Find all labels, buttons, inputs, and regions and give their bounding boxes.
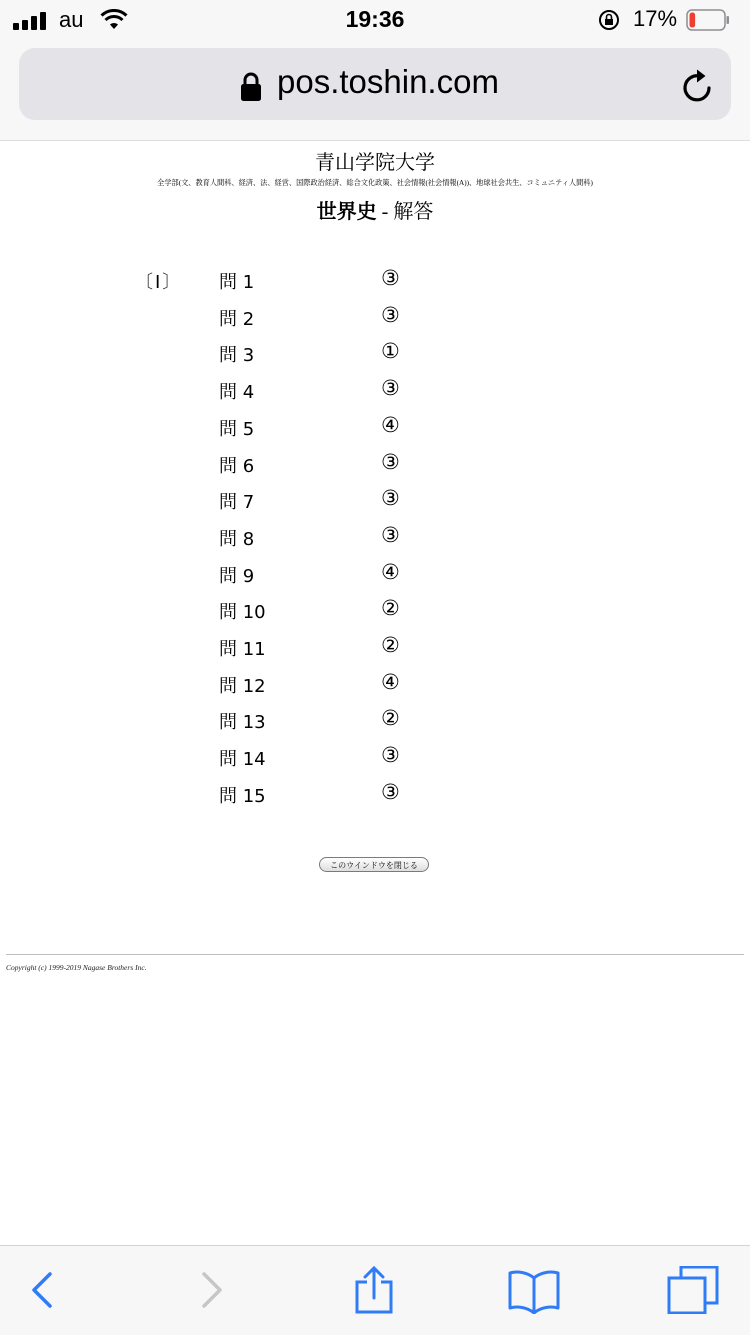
question-number: 問 12 [219,675,266,697]
answer-choice: ② [381,633,400,657]
question-number: 問 6 [219,455,255,477]
bookmarks-icon[interactable] [507,1266,561,1314]
question-number: 問 4 [219,382,255,404]
close-window-button[interactable]: このウインドウを閉じる [319,857,429,872]
answer-row [0,708,750,744]
answer-row [0,598,750,634]
question-number: 問 11 [219,639,266,660]
question-number: 問 15 [219,785,266,807]
answer-row [0,412,750,451]
question-number: 問 7 [219,492,255,514]
battery-icon [686,9,730,31]
status-bar [0,0,750,42]
share-icon[interactable] [353,1266,395,1314]
subject-name: 世界史 [316,201,377,223]
reload-icon[interactable] [681,68,715,104]
answer-choice: ③ [381,266,400,290]
faculty-list: 全学部(文、教育人間科、経済、法、経営、国際政治経済、総合文化政策、社会情報(社会情報(A))、地球社会共生、コミュニティ人間科) [157,179,593,187]
answer-row [0,488,750,524]
tabs-icon[interactable] [666,1266,720,1314]
question-number: 問 3 [219,345,255,367]
answer-row [0,302,750,341]
answer-choice: ③ [381,302,400,327]
answer-choice: ④ [381,559,400,584]
question-number: 問 5 [219,418,255,440]
answer-choice: ② [381,596,400,621]
answer-choice: ③ [381,779,400,804]
subject-heading [0,195,750,224]
answer-row [0,635,750,671]
answer-row [0,559,750,598]
back-icon[interactable] [28,1266,58,1314]
answer-row [0,378,750,414]
answer-row [0,669,750,708]
forward-icon[interactable] [196,1266,226,1314]
answer-choice: ③ [381,376,400,401]
question-number: 問 9 [219,565,255,587]
url-text[interactable]: pos.toshin.com [277,63,499,100]
browser-chrome [0,42,750,141]
answer-choice: ④ [381,669,400,694]
lock-icon [240,72,262,102]
answer-choice: ① [381,339,400,364]
address-bar[interactable] [19,48,731,120]
answer-choice: ③ [381,486,400,511]
answer-row [0,268,750,304]
answer-choice: ② [381,706,400,731]
battery-percent: 17% [633,6,678,31]
carrier-label: au [59,7,84,32]
divider [6,954,744,955]
clock: 19:36 [345,6,405,32]
question-number: 問 1 [219,272,255,293]
university-name: 青山学院大学 [315,152,435,174]
question-number: 問 10 [219,602,266,624]
subject-suffix: - 解答 [376,201,434,223]
question-number: 問 2 [219,308,255,330]
answer-row [0,779,750,818]
question-number: 問 14 [219,749,266,771]
answer-choice: ③ [381,522,400,547]
question-number: 問 13 [219,712,266,734]
answer-row [0,745,750,781]
section-label: 〔Ⅰ〕 [135,272,183,292]
answer-row [0,449,750,488]
answer-choice: ③ [381,743,400,768]
answer-choice: ④ [381,412,400,437]
question-number: 問 8 [219,528,255,550]
answer-row [0,522,750,561]
rotation-lock-icon [598,9,620,31]
copyright: Copyright (c) 1999-2019 Nagase Brothers Inc. [6,963,147,972]
answer-choice: ③ [381,449,400,474]
answer-row [0,341,750,377]
bottom-toolbar [0,1245,750,1335]
